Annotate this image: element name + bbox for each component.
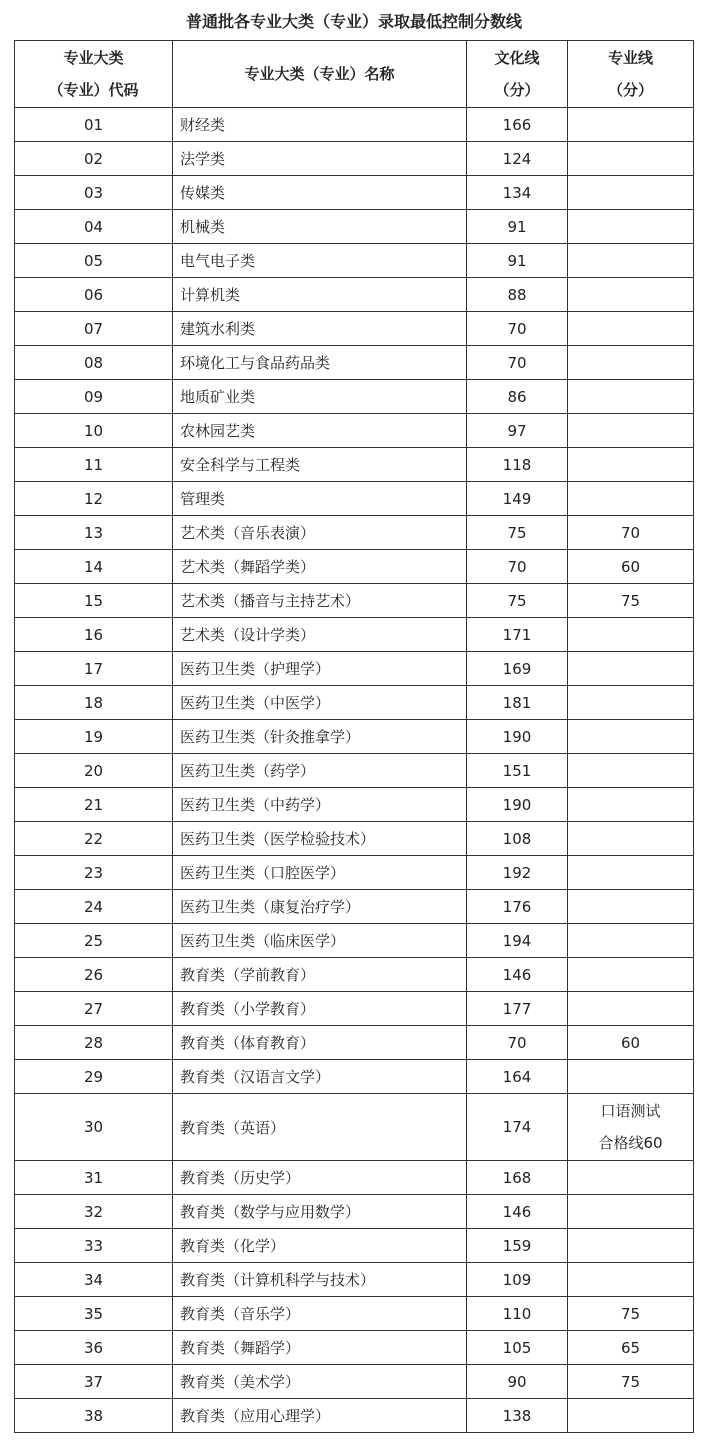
cell-name: 教育类（汉语言文学）	[173, 1060, 467, 1094]
cell-major-score	[568, 176, 694, 210]
cell-major-score	[568, 652, 694, 686]
cell-name: 教育类（数学与应用数学）	[173, 1195, 467, 1229]
cell-code: 19	[15, 720, 173, 754]
cell-code: 08	[15, 346, 173, 380]
cell-code: 33	[15, 1229, 173, 1263]
table-row	[15, 210, 694, 244]
cell-culture-score: 91	[467, 244, 568, 278]
table-row	[15, 312, 694, 346]
table-row	[15, 1161, 694, 1195]
cell-code: 26	[15, 958, 173, 992]
cell-major-score	[568, 1161, 694, 1195]
cell-code: 11	[15, 448, 173, 482]
cell-major-score	[568, 278, 694, 312]
cell-code: 36	[15, 1331, 173, 1365]
cell-culture-score: 109	[467, 1263, 568, 1297]
cell-culture-score: 138	[467, 1399, 568, 1433]
cell-culture-score: 75	[467, 584, 568, 618]
cell-major-score	[568, 142, 694, 176]
cell-culture-score: 70	[467, 1026, 568, 1060]
cell-name: 法学类	[173, 142, 467, 176]
cell-culture-score: 124	[467, 142, 568, 176]
table-row	[15, 1297, 694, 1331]
cell-major-score	[568, 414, 694, 448]
cell-code: 38	[15, 1399, 173, 1433]
cell-name: 传媒类	[173, 176, 467, 210]
cell-code: 20	[15, 754, 173, 788]
cell-name: 教育类（小学教育）	[173, 992, 467, 1026]
cell-culture-score: 90	[467, 1365, 568, 1399]
table-row	[15, 856, 694, 890]
cell-code: 10	[15, 414, 173, 448]
cell-code: 09	[15, 380, 173, 414]
cell-name: 艺术类（播音与主持艺术）	[173, 584, 467, 618]
cell-major-score	[568, 822, 694, 856]
header-code	[15, 41, 173, 108]
table-row	[15, 380, 694, 414]
cell-name: 教育类（舞蹈学）	[173, 1331, 467, 1365]
cell-name: 地质矿业类	[173, 380, 467, 414]
cell-code: 05	[15, 244, 173, 278]
cell-major-score	[568, 1060, 694, 1094]
cell-culture-score: 166	[467, 108, 568, 142]
cell-name: 医药卫生类（医学检验技术）	[173, 822, 467, 856]
header-culture-line1: 文化线	[494, 49, 540, 67]
cell-code: 16	[15, 618, 173, 652]
cell-code: 02	[15, 142, 173, 176]
cell-major-score	[568, 346, 694, 380]
cell-code: 04	[15, 210, 173, 244]
header-row	[15, 41, 694, 108]
cell-name: 医药卫生类（护理学）	[173, 652, 467, 686]
table-row	[15, 686, 694, 720]
cell-culture-score: 190	[467, 788, 568, 822]
cell-culture-score: 171	[467, 618, 568, 652]
cell-name: 计算机类	[173, 278, 467, 312]
cell-code: 17	[15, 652, 173, 686]
score-table	[14, 40, 694, 1433]
cell-name: 教育类（学前教育）	[173, 958, 467, 992]
cell-culture-score: 168	[467, 1161, 568, 1195]
cell-major-score	[568, 380, 694, 414]
cell-name: 教育类（体育教育）	[173, 1026, 467, 1060]
cell-name: 农林园艺类	[173, 414, 467, 448]
cell-major-score	[568, 856, 694, 890]
cell-culture-score: 177	[467, 992, 568, 1026]
cell-code: 15	[15, 584, 173, 618]
table-row	[15, 142, 694, 176]
cell-name: 医药卫生类（口腔医学）	[173, 856, 467, 890]
cell-culture-score: 110	[467, 1297, 568, 1331]
cell-major-score	[568, 686, 694, 720]
cell-major-score-line2: 合格线60	[598, 1134, 663, 1152]
cell-major-score	[568, 312, 694, 346]
cell-major-score	[568, 754, 694, 788]
table-body	[15, 108, 694, 1433]
cell-culture-score: 151	[467, 754, 568, 788]
cell-code: 24	[15, 890, 173, 924]
table-row	[15, 448, 694, 482]
table-row	[15, 754, 694, 788]
cell-culture-score: 105	[467, 1331, 568, 1365]
cell-name: 建筑水利类	[173, 312, 467, 346]
header-code-line1: 专业大类	[63, 49, 124, 67]
cell-major-score	[568, 924, 694, 958]
cell-code: 21	[15, 788, 173, 822]
cell-major-score	[568, 108, 694, 142]
cell-code: 01	[15, 108, 173, 142]
cell-name: 艺术类（舞蹈学类）	[173, 550, 467, 584]
cell-culture-score: 194	[467, 924, 568, 958]
table-row	[15, 414, 694, 448]
table-row	[15, 1195, 694, 1229]
table-row	[15, 176, 694, 210]
cell-code: 13	[15, 516, 173, 550]
cell-name: 电气电子类	[173, 244, 467, 278]
cell-name: 财经类	[173, 108, 467, 142]
cell-name: 医药卫生类（药学）	[173, 754, 467, 788]
cell-code: 28	[15, 1026, 173, 1060]
cell-code: 35	[15, 1297, 173, 1331]
cell-culture-score: 70	[467, 346, 568, 380]
cell-culture-score: 86	[467, 380, 568, 414]
cell-name: 教育类（历史学）	[173, 1161, 467, 1195]
cell-culture-score: 169	[467, 652, 568, 686]
cell-culture-score: 75	[467, 516, 568, 550]
table-row	[15, 618, 694, 652]
cell-name: 医药卫生类（临床医学）	[173, 924, 467, 958]
table-row	[15, 244, 694, 278]
cell-code: 37	[15, 1365, 173, 1399]
cell-name: 安全科学与工程类	[173, 448, 467, 482]
cell-culture-score: 190	[467, 720, 568, 754]
table-row	[15, 584, 694, 618]
table-row	[15, 1399, 694, 1433]
cell-name: 医药卫生类（针灸推拿学）	[173, 720, 467, 754]
cell-major-score	[568, 618, 694, 652]
cell-major-score: 75	[568, 1297, 694, 1331]
table-row	[15, 652, 694, 686]
table-row	[15, 278, 694, 312]
cell-major-score-line1: 口语测试	[600, 1102, 661, 1120]
cell-name: 医药卫生类（中药学）	[173, 788, 467, 822]
cell-major-score: 60	[568, 1026, 694, 1060]
cell-culture-score: 164	[467, 1060, 568, 1094]
cell-code: 03	[15, 176, 173, 210]
header-name: 专业大类（专业）名称	[173, 41, 467, 108]
cell-major-score	[568, 1229, 694, 1263]
table-row	[15, 1263, 694, 1297]
cell-name: 医药卫生类（康复治疗学）	[173, 890, 467, 924]
cell-culture-score: 70	[467, 312, 568, 346]
cell-major-score	[568, 244, 694, 278]
cell-code: 12	[15, 482, 173, 516]
table-row	[15, 1094, 694, 1161]
cell-code: 34	[15, 1263, 173, 1297]
cell-code: 32	[15, 1195, 173, 1229]
table-row	[15, 1331, 694, 1365]
table-row	[15, 788, 694, 822]
cell-culture-score: 97	[467, 414, 568, 448]
table-row	[15, 958, 694, 992]
header-major	[568, 41, 694, 108]
header-major-line1: 专业线	[607, 49, 653, 67]
cell-major-score	[568, 788, 694, 822]
cell-name: 教育类（应用心理学）	[173, 1399, 467, 1433]
header-culture-line2: （分）	[494, 81, 540, 99]
cell-code: 23	[15, 856, 173, 890]
cell-name: 医药卫生类（中医学）	[173, 686, 467, 720]
cell-code: 07	[15, 312, 173, 346]
cell-name: 机械类	[173, 210, 467, 244]
cell-major-score: 60	[568, 550, 694, 584]
cell-major-score: 75	[568, 584, 694, 618]
cell-culture-score: 181	[467, 686, 568, 720]
table-row	[15, 822, 694, 856]
cell-culture-score: 91	[467, 210, 568, 244]
table-row	[15, 924, 694, 958]
cell-code: 18	[15, 686, 173, 720]
cell-culture-score: 146	[467, 1195, 568, 1229]
cell-culture-score: 146	[467, 958, 568, 992]
cell-name: 艺术类（音乐表演）	[173, 516, 467, 550]
cell-major-score	[568, 1195, 694, 1229]
cell-name: 教育类（美术学）	[173, 1365, 467, 1399]
cell-major-score	[568, 720, 694, 754]
cell-name: 教育类（英语）	[173, 1094, 467, 1161]
cell-code: 14	[15, 550, 173, 584]
table-row	[15, 516, 694, 550]
table-title: 普通批各专业大类（专业）录取最低控制分数线	[185, 12, 522, 31]
cell-name: 教育类（音乐学）	[173, 1297, 467, 1331]
cell-code: 29	[15, 1060, 173, 1094]
cell-major-score	[568, 1094, 694, 1161]
table-row	[15, 1365, 694, 1399]
table-row	[15, 346, 694, 380]
cell-code: 30	[15, 1094, 173, 1161]
table-row	[15, 1229, 694, 1263]
table-row	[15, 992, 694, 1026]
cell-major-score	[568, 890, 694, 924]
cell-major-score	[568, 448, 694, 482]
header-culture	[467, 41, 568, 108]
cell-culture-score: 159	[467, 1229, 568, 1263]
cell-culture-score: 176	[467, 890, 568, 924]
cell-culture-score: 118	[467, 448, 568, 482]
header-major-line2: （分）	[607, 81, 653, 99]
table-row	[15, 550, 694, 584]
cell-code: 27	[15, 992, 173, 1026]
cell-culture-score: 134	[467, 176, 568, 210]
cell-code: 25	[15, 924, 173, 958]
cell-major-score	[568, 958, 694, 992]
cell-code: 22	[15, 822, 173, 856]
cell-major-score	[568, 992, 694, 1026]
cell-major-score	[568, 482, 694, 516]
cell-culture-score: 88	[467, 278, 568, 312]
table-row	[15, 482, 694, 516]
cell-major-score	[568, 210, 694, 244]
cell-major-score	[568, 1263, 694, 1297]
header-code-line2: （专业）代码	[48, 81, 139, 99]
cell-name: 管理类	[173, 482, 467, 516]
table-row	[15, 1026, 694, 1060]
table-row	[15, 1060, 694, 1094]
cell-culture-score: 70	[467, 550, 568, 584]
cell-major-score	[568, 1399, 694, 1433]
cell-name: 教育类（计算机科学与技术）	[173, 1263, 467, 1297]
cell-major-score: 65	[568, 1331, 694, 1365]
cell-major-score: 75	[568, 1365, 694, 1399]
table-row	[15, 108, 694, 142]
cell-major-score: 70	[568, 516, 694, 550]
table-row	[15, 890, 694, 924]
cell-code: 31	[15, 1161, 173, 1195]
cell-code: 06	[15, 278, 173, 312]
cell-culture-score: 108	[467, 822, 568, 856]
cell-name: 艺术类（设计学类）	[173, 618, 467, 652]
cell-culture-score: 192	[467, 856, 568, 890]
cell-name: 教育类（化学）	[173, 1229, 467, 1263]
table-row	[15, 720, 694, 754]
cell-culture-score: 149	[467, 482, 568, 516]
cell-name: 环境化工与食品药品类	[173, 346, 467, 380]
cell-culture-score: 174	[467, 1094, 568, 1161]
